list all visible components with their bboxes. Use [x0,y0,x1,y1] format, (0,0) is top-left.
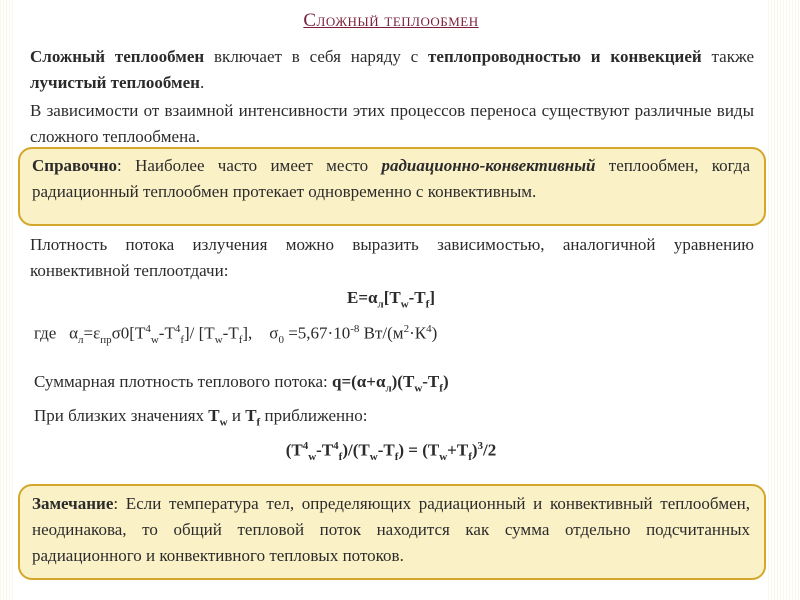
slide [14,0,768,600]
formula-definitions: где $\alpha_л=\varepsilon_{пр}\sigma 0[T^4_w-T^4_f]/$ $[T_w-T_f]$, $\sigma_0 =5,67\cdot 10^{-8}$ $Вт/(м^2\cdot К^4)$ [34,323,438,347]
total-flux-line: Суммарная плотность теплового потока: $q=(\alpha+\alpha_л)(T_w-T_f)$ [34,372,449,395]
remark-note-box: Замечание: Если температура тел, определяющих радиационный и конвективный теплообмен, неодинакова, то общий тепловой поток находится как сумма отдельно подсчитанных радиационного и конвективного тепловых потоков. [18,484,766,580]
term-radiant-heat-exchange: лучистый теплообмен [30,73,200,92]
formula-approximation: $(T^4_w-T^4_f)/(T_w-T_f) = (T_w+T_f)^3/2$ [285,440,497,464]
term-conduction-convection: теплопроводностью и конвекцией [428,47,702,66]
reference-note-box: Справочно: Наиболее часто имеет место радиационно-конвективный теплообмен, когда радиационный теплообмен протекает одновременно с конвективным. [18,147,766,226]
term-convective: конвективным [427,182,533,201]
reference-label: Справочно [32,156,118,175]
types-paragraph: В зависимости от взаимной интенсивности этих процессов переноса существуют различные виды сложного теплообмена. [30,101,754,146]
flux-density-paragraph: Плотность потока излучения можно выразить зависимостью, аналогичной уравнению конвективной теплоотдачи: [30,235,754,280]
term-radiative-convective: радиационно-конвективный [381,156,596,175]
formula-radiation-flux: $E=\alpha_л[T_w-T_f]$ [347,288,435,311]
term-complex-heat-exchange: Сложный теплообмен [30,47,205,66]
slide-title: Сложный теплообмен [303,10,479,31]
remark-label: Замечание [32,494,114,513]
close-values-line: При близких значениях $T_w$ и $T_f$ приближенно: [34,406,368,429]
right-decorative-border [768,0,800,600]
intro-paragraph: Сложный теплообмен включает в себя наряду с теплопроводностью и конвекцией также лучистый теплообмен. [30,47,755,92]
left-decorative-border [0,0,14,600]
